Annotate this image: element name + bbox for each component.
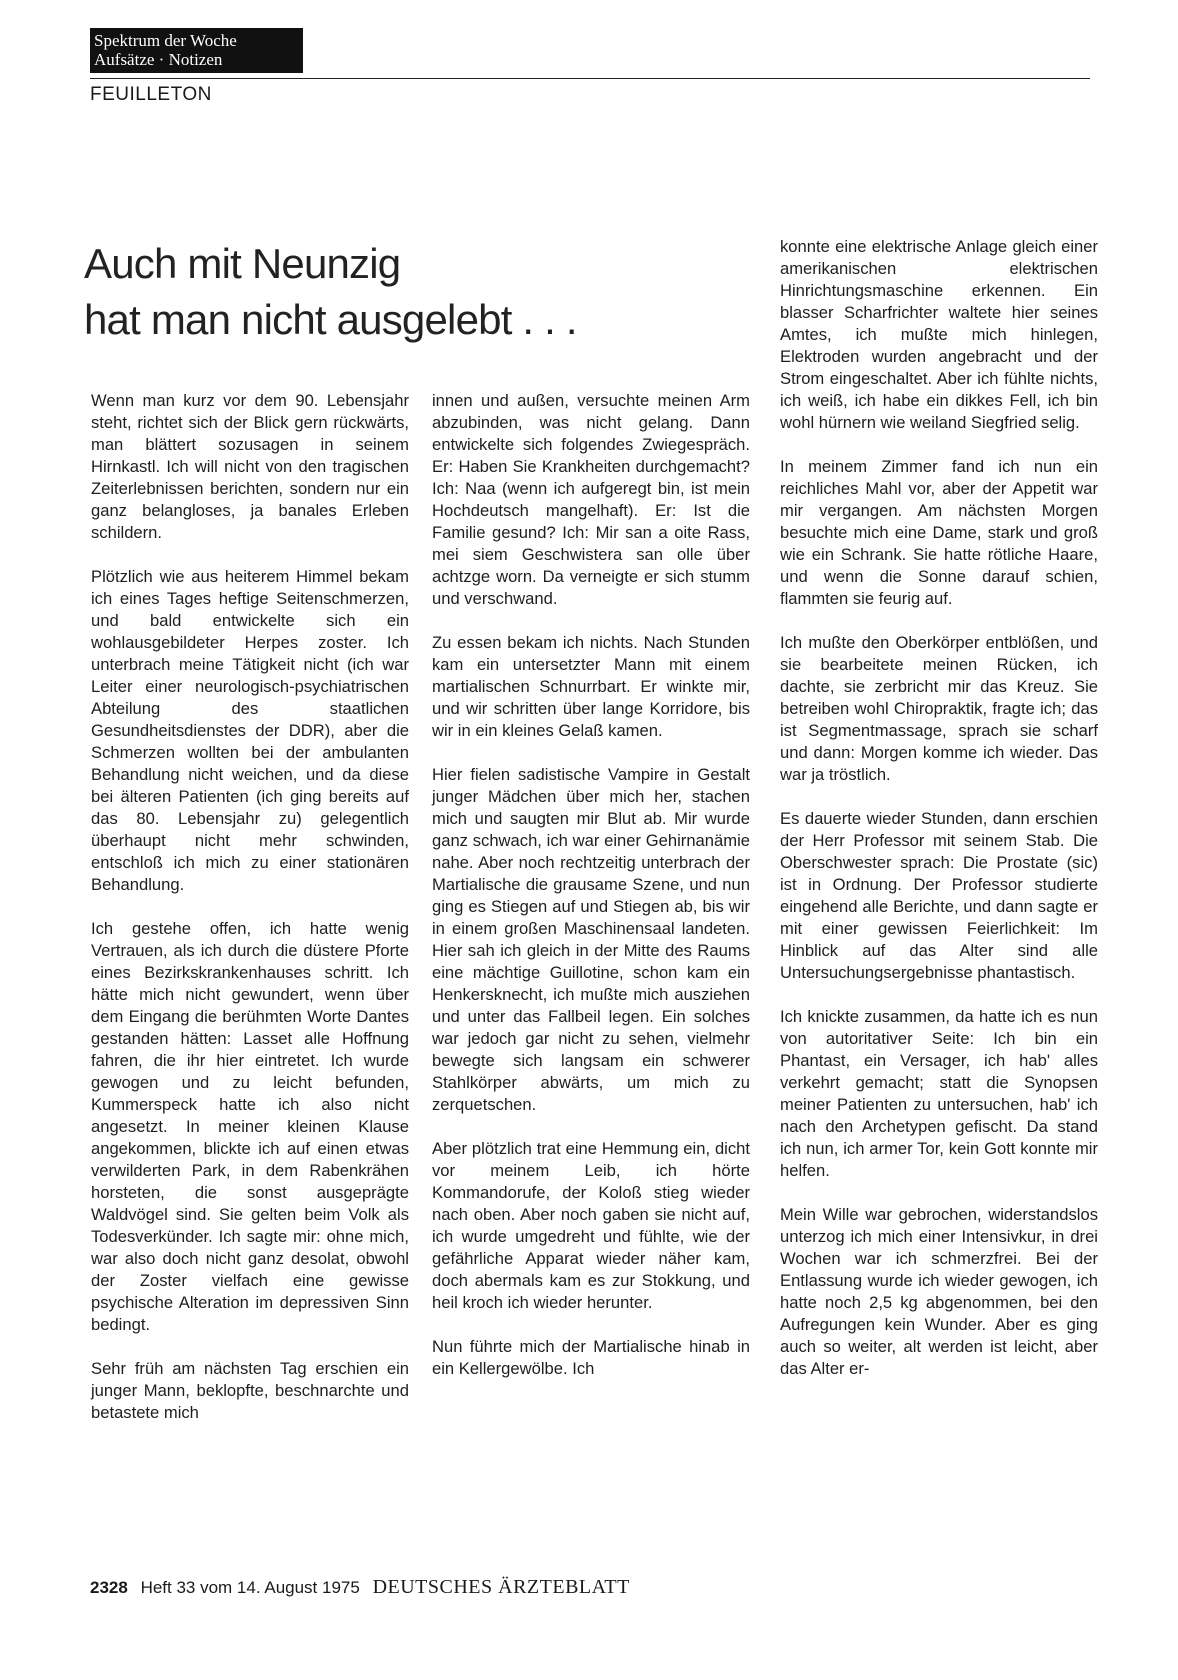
paragraph: Ich mußte den Oberkörper entblößen, und sie bearbeitete meinen Rücken, ich dachte, sie zerbricht mir das Kreuz. Sie betreiben wohl Chiropraktik, fragte ich; das ist Segmentmassage, sprach sie scharf und dann: Morgen komme ich wieder. Das war ja tröstlich. xyxy=(780,633,1098,784)
paragraph: innen und außen, versuchte meinen Arm abzubinden, was nicht gelang. Dann entwickelte sich folgendes Zwiegespräch. Er: Haben Sie Krankheiten durchgemacht? Ich: Naa (wenn ich aufgeregt bin, ist mein Hochdeutsch mangelhaft). Er: Ist die Familie gesund? Ich: Mir san a oite Rass, mei siem Geschwistera san olle über achtzge worn. Da verneigte er sich stumm und verschwand. xyxy=(432,391,750,608)
headline-line-2: hat man nicht ausgelebt . . . xyxy=(84,296,577,343)
masthead-line-1: Spektrum der Woche xyxy=(94,31,237,50)
page-number: 2328 xyxy=(90,1578,128,1597)
section-label: FEUILLETON xyxy=(90,84,212,105)
paragraph: Plötzlich wie aus heiterem Himmel bekam ich eines Tages heftige Seitenschmerzen, und bald entwickelte sich ein wohlausgebildeter Herpes zoster. Ich unterbrach meine Tätigkeit nicht (ich war Leiter einer neurologisch-psychiatrischen Abteilung des staatlichen Gesundheitsdienstes der DDR), aber die Schmerzen wollten bei der ambulanten Behandlung nicht weichen, und da diese bei älteren Patienten (ich ging bereits auf das 80. Lebensjahr zu) gelegentlich überhaupt nicht mehr schwinden, entschloß ich mich zu einer stationären Behandlung. xyxy=(91,567,409,894)
text-column-1 xyxy=(91,390,409,1424)
article-headline xyxy=(84,236,704,348)
paragraph: Zu essen bekam ich nichts. Nach Stunden kam ein untersetzter Mann mit einem martialischen Schnurrbart. Er winkte mir, und wir schritten über lange Korridore, bis wir in ein kleines Gelaß kamen. xyxy=(432,633,750,740)
headline-line-1: Auch mit Neunzig xyxy=(84,240,401,287)
journal-name: DEUTSCHES ÄRZTEBLATT xyxy=(372,1576,630,1598)
issue-info: Heft 33 vom 14. August 1975 xyxy=(140,1578,360,1597)
paragraph: Mein Wille war gebrochen, widerstandslos unterzog ich mich einer Intensivkur, in drei Wochen war ich schmerzfrei. Bei der Entlassung wurde ich wieder gewogen, ich hatte noch 2,5 kg abgenommen, bei den Aufregungen kein Wunder. Aber es ging auch so weiter, alt werden ist leicht, aber das Alter er- xyxy=(780,1205,1098,1378)
paragraph: Wenn man kurz vor dem 90. Lebensjahr steht, richtet sich der Blick gern rückwärts, man blättert sozusagen in seinem Hirnkastl. Ich will nicht von den tragischen Zeiterlebnissen berichten, sondern nur ein ganz belangloses, ja banales Erleben schildern. xyxy=(91,391,409,542)
paragraph: In meinem Zimmer fand ich nun ein reichliches Mahl vor, aber der Appetit war mir vergangen. Am nächsten Morgen besuchte mich eine Dame, stark und groß wie ein Schrank. Sie hatte rötliche Haare, und wenn die Sonne darauf schien, flammten sie feurig auf. xyxy=(780,457,1098,608)
paragraph: Ich knickte zusammen, da hatte ich es nun von autoritativer Seite: Ich bin ein Phantast, ein Versager, ich hab' alles verkehrt gemacht; statt die Synopsen meiner Patienten zu untersuchen, hab' ich nach den Archetypen gefischt. Da stand ich nun, ich armer Tor, kein Gott konnte mir helfen. xyxy=(780,1007,1098,1180)
paragraph: konnte eine elektrische Anlage gleich einer amerikanischen elektrischen Hinrichtungsmaschine erkennen. Ein blasser Scharfrichter waltete hier seines Amtes, ich mußte mich hinlegen, Elektroden wurden angebracht und der Strom eingeschaltet. Aber ich fühlte nichts, ich weiß, ich habe ein dikkes Fell, ich bin wohl hürnern wie weiland Siegfried selig. xyxy=(780,237,1098,432)
header-rule xyxy=(90,78,1090,79)
paragraph: Es dauerte wieder Stunden, dann erschien der Herr Professor mit seinem Stab. Die Oberschwester sprach: Die Prostate (sic) ist in Ordnung. Der Professor studierte eingehend alle Berichte, und dann sagte er mit einer gewissen Feierlichkeit: Im Hinblick auf das Alter sind alle Untersuchungsergebnisse phantastisch. xyxy=(780,809,1098,982)
paragraph: Sehr früh am nächsten Tag erschien ein junger Mann, beklopfte, beschnarchte und betastete mich xyxy=(91,1359,409,1422)
text-column-2 xyxy=(432,390,750,1380)
masthead-box xyxy=(90,28,303,73)
text-column-3 xyxy=(780,236,1098,1380)
paragraph: Nun führte mich der Martialische hinab in ein Kellergewölbe. Ich xyxy=(432,1337,750,1378)
paragraph: Aber plötzlich trat eine Hemmung ein, dicht vor meinem Leib, ich hörte Kommandorufe, der Koloß stieg wieder nach oben. Aber noch gaben sie nicht auf, ich wurde umgedreht und fühlte, wie der gefährliche Apparat wieder näher kam, doch abermals kam es zur Stokkung, und heil kroch ich wieder herunter. xyxy=(432,1139,750,1312)
paragraph: Ich gestehe offen, ich hatte wenig Vertrauen, als ich durch die düstere Pforte eines Bezirkskrankenhauses schritt. Ich hätte mich nicht gewundert, wenn über dem Eingang die berühmten Worte Dantes gestanden hätten: Lasset alle Hoffnung fahren, die ihr hier eintretet. Ich wurde gewogen und zu leicht befunden, Kummerspeck hatte ich also nicht angesetzt. In meiner kleinen Klause angekommen, blickte ich auf einen etwas verwilderten Park, in dem Rabenkrähen horsteten, die sonst ausgeprägte Waldvögel sind. Sie gelten beim Volk als Todesverkünder. Ich sagte mir: ohne mich, war also doch nicht ganz desolat, obwohl der Zoster vielfach eine gewisse psychische Alteration im depressiven Sinn bedingt. xyxy=(91,919,409,1334)
paragraph: Hier fielen sadistische Vampire in Gestalt junger Mädchen über mich her, stachen mich und saugten mir Blut ab. Mir wurde ganz schwach, ich war einer Gehirnanämie nahe. Aber noch rechtzeitig unterbrach der Martialische die grausame Szene, und nun ging es Stiegen auf und Stiegen ab, bis wir in einem großen Maschinensaal landeten. Hier sah ich gleich in der Mitte des Raums eine mächtige Guillotine, schon kam ein Henkersknecht, ich mußte mich ausziehen und unter das Fallbeil legen. Ein solches war jedoch gar nicht zu sehen, vielmehr bewegte sich langsam ein schwerer Stahlkörper abwärts, um mich zu zerquetschen. xyxy=(432,765,750,1114)
page-footer xyxy=(90,1576,630,1599)
masthead-line-2: Aufsätze · Notizen xyxy=(94,50,223,69)
